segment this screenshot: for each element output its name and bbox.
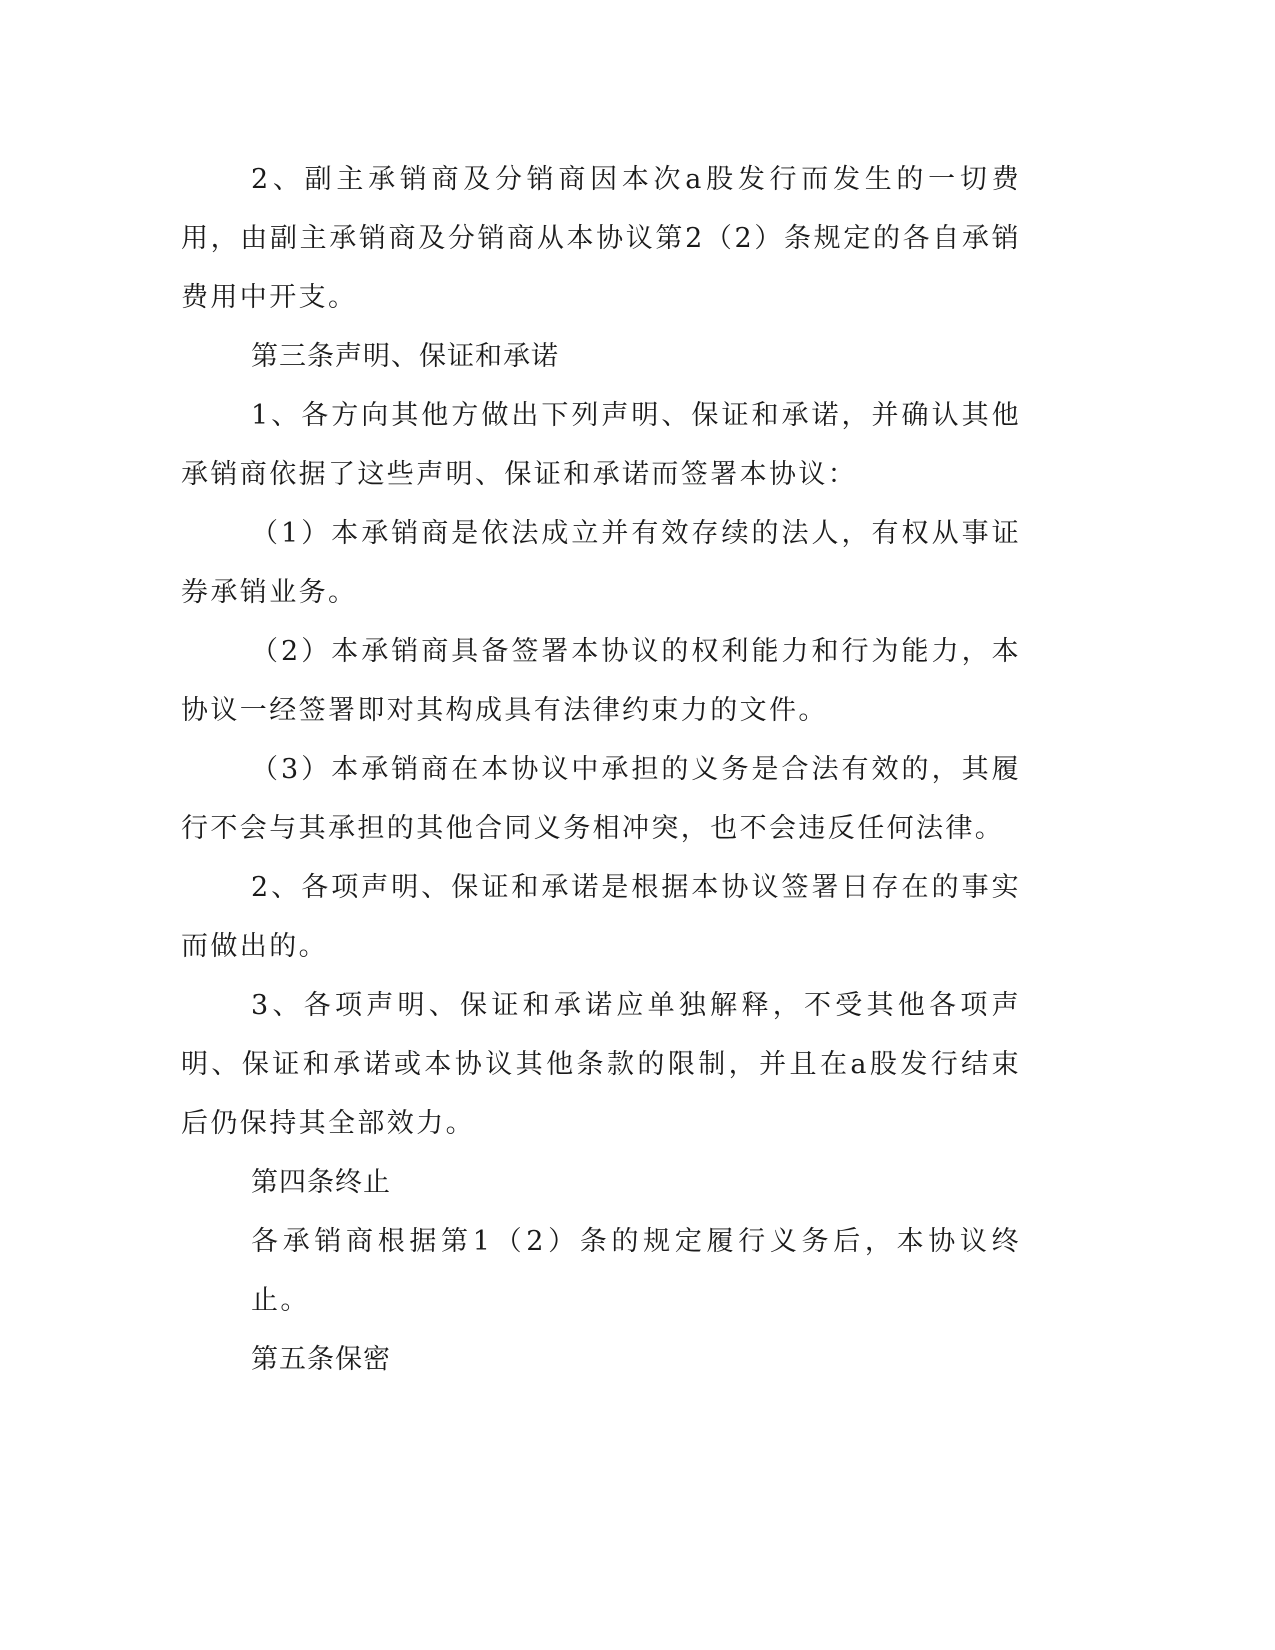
article-4-heading: 第四条终止 bbox=[251, 1167, 391, 1198]
paragraph-representation-2: （2）本承销商具备签署本协议的权利能力和行为能力，本协议一经签署即对其构成具有法律约束力的文件。 bbox=[181, 636, 1021, 726]
paragraph-representation-3: （3）本承销商在本协议中承担的义务是合法有效的，其履行不会与其承担的其他合同义务相冲突，也不会违反任何法律。 bbox=[181, 754, 1021, 844]
paragraph-representation-1: （1）本承销商是依法成立并有效存续的法人，有权从事证券承销业务。 bbox=[181, 518, 1021, 608]
paragraph-representation-interpretation: 3、各项声明、保证和承诺应单独解释，不受其他各项声明、保证和承诺或本协议其他条款的限制，并且在a股发行结束后仍保持其全部效力。 bbox=[181, 990, 1021, 1139]
document-page bbox=[181, 150, 1021, 1389]
paragraph-representation-basis: 2、各项声明、保证和承诺是根据本协议签署日存在的事实而做出的。 bbox=[181, 872, 1021, 962]
article-3-heading: 第三条声明、保证和承诺 bbox=[251, 341, 559, 372]
paragraph-expenses: 2、副主承销商及分销商因本次a股发行而发生的一切费用，由副主承销商及分销商从本协议第2（2）条规定的各自承销费用中开支。 bbox=[181, 164, 1021, 313]
article-5-heading: 第五条保密 bbox=[251, 1344, 391, 1375]
paragraph-termination: 各承销商根据第1（2）条的规定履行义务后，本协议终止。 bbox=[251, 1226, 1021, 1316]
paragraph-representations-intro: 1、各方向其他方做出下列声明、保证和承诺，并确认其他承销商依据了这些声明、保证和承诺而签署本协议： bbox=[181, 400, 1021, 490]
